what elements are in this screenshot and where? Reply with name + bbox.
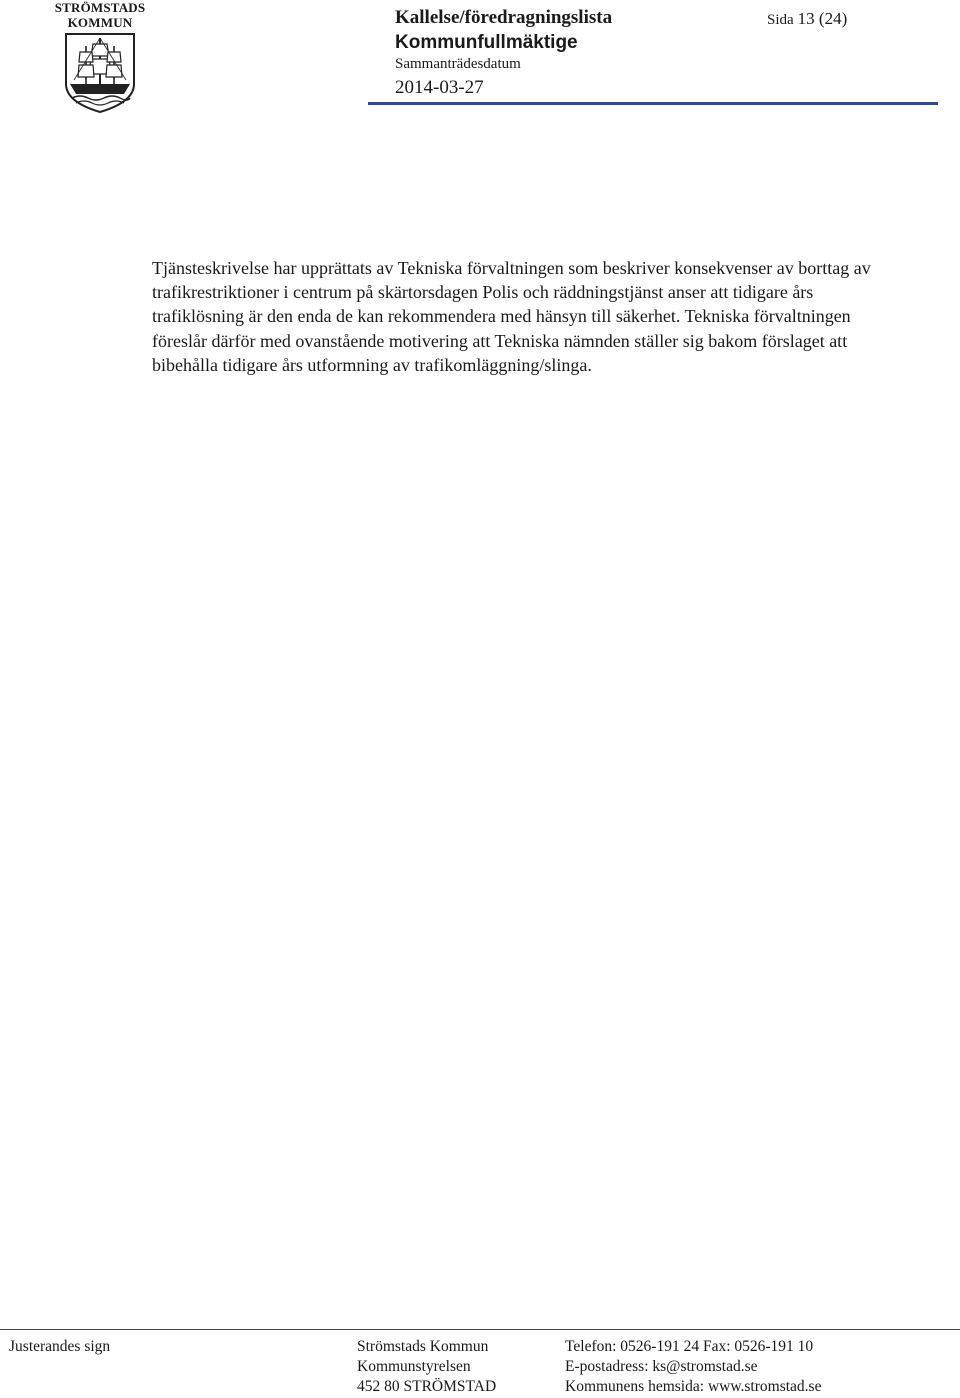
org-name-line2: KOMMUN <box>67 15 133 30</box>
meeting-date-label: Sammanträdesdatum <box>395 56 521 72</box>
footer-email-label: E-postadress: <box>565 1358 653 1375</box>
header-divider <box>368 102 938 105</box>
footer-signature-label: Justerandes sign <box>9 1338 111 1355</box>
footer-email-link[interactable]: ks@stromstad.se <box>652 1358 758 1375</box>
organization-name <box>52 0 148 30</box>
footer-address-line2: Kommunstyrelsen <box>357 1358 471 1375</box>
footer-address <box>357 1337 496 1397</box>
footer-web-label: Kommunens hemsida: <box>565 1378 708 1395</box>
org-name-line1: STRÖMSTADS <box>54 0 146 15</box>
footer-address-line1: Strömstads Kommun <box>357 1338 489 1355</box>
footer-contact <box>565 1337 821 1397</box>
footer-web-link[interactable]: www.stromstad.se <box>707 1378 822 1395</box>
page-label: Sida <box>767 12 794 28</box>
footer-email-line <box>565 1357 821 1377</box>
page-value: 13 (24) <box>797 9 848 28</box>
ship-coat-of-arms-icon <box>64 32 136 114</box>
footer-divider <box>0 1329 960 1330</box>
meeting-date: 2014-03-27 <box>395 77 484 98</box>
footer-phone: Telefon: 0526-191 24 Fax: 0526-191 10 <box>565 1338 814 1355</box>
body-paragraph: Tjänsteskrivelse har upprättats av Tekniska förvaltningen som beskriver konsekvenser av borttag av trafikrestriktioner i centrum på skärtorsdagen Polis och räddningstjänst anser att tidigare års trafiklösning är den enda de kan rekommendera med hänsyn till säkerhet. Tekniska förvaltningen föreslår därför med ovanstående motivering att Tekniska nämnden ställer sig bakom förslaget att bibehålla tidigare års utformning av trafikomläggning/slinga. <box>152 258 871 375</box>
footer-web-line <box>565 1377 821 1397</box>
committee-name: Kommunfullmäktige <box>395 32 578 53</box>
document-type: Kallelse/föredragningslista <box>395 7 613 28</box>
footer-address-line3: 452 80 STRÖMSTAD <box>357 1378 497 1395</box>
page-number <box>767 9 847 29</box>
